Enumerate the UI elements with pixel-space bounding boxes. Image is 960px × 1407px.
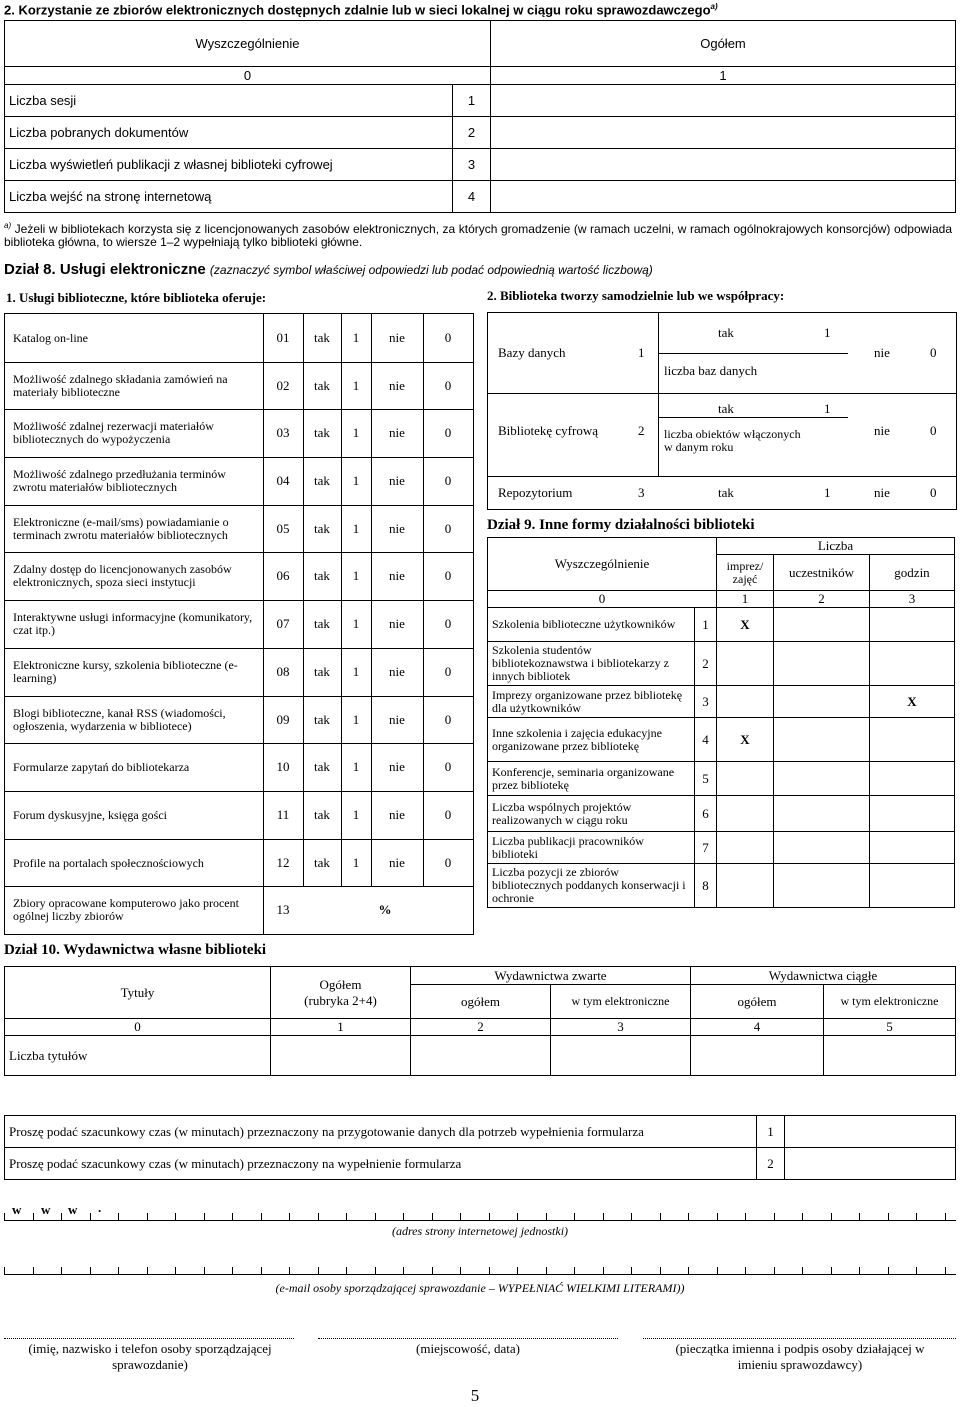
fill-time-question: Proszę podać szacunkowy czas (w minutach) przeznaczony na wypełnienie formularza bbox=[5, 1148, 757, 1180]
value-cell[interactable] bbox=[691, 1036, 824, 1076]
service-no[interactable]: nie bbox=[389, 807, 405, 822]
service-yes[interactable]: tak bbox=[314, 330, 330, 345]
creation-table bbox=[487, 312, 957, 510]
participants-cell[interactable] bbox=[774, 864, 870, 908]
service-yes-code: 1 bbox=[352, 616, 360, 631]
creation-subtitle: 2. Biblioteka tworzy samodzielnie lub we współpracy: bbox=[487, 288, 785, 303]
events-cell[interactable]: X bbox=[717, 608, 774, 642]
databases-yes-code: 1 bbox=[824, 325, 831, 340]
activity-number: 4 bbox=[695, 718, 717, 762]
services-subtitle: 1. Usługi biblioteczne, które biblioteka oferuje: bbox=[6, 290, 267, 305]
header-monographs-electronic: w tym elektroniczne bbox=[551, 985, 691, 1019]
service-yes-code: 1 bbox=[352, 712, 360, 727]
computerized-collections-label: Zbiory opracowane komputerowo jako procent ogólnej liczby zbiorów bbox=[13, 896, 239, 923]
participants-cell[interactable] bbox=[774, 608, 870, 642]
column-index-0: 0 bbox=[5, 67, 491, 85]
hours-cell[interactable] bbox=[870, 796, 955, 832]
column-index-2: 2 bbox=[774, 591, 870, 608]
databases-yes[interactable]: tak bbox=[718, 325, 734, 340]
digital-library-yes-code: 1 bbox=[824, 401, 831, 416]
databases-no[interactable]: nie bbox=[874, 345, 890, 360]
service-yes-code: 1 bbox=[352, 807, 360, 822]
activity-label: Inne szkolenia i zajęcia edukacyjne organizowane przez bibliotekę bbox=[488, 718, 695, 762]
value-cell[interactable] bbox=[551, 1036, 691, 1076]
activities-table bbox=[487, 537, 955, 908]
header-hours: godzin bbox=[870, 555, 955, 591]
service-no[interactable]: nie bbox=[389, 712, 405, 727]
activity-label: Liczba publikacji pracowników biblioteki bbox=[488, 832, 695, 864]
events-cell[interactable] bbox=[717, 762, 774, 796]
row-label: Liczba wyświetleń publikacji z własnej biblioteki cyfrowej bbox=[5, 149, 453, 181]
service-label: Możliwość zdalnego składania zamówień na materiały biblioteczne bbox=[13, 372, 228, 399]
header-total: Ogółem bbox=[491, 21, 956, 67]
column-index-1: 1 bbox=[717, 591, 774, 608]
digital-library-yes[interactable]: tak bbox=[718, 401, 734, 416]
header-count: Liczba bbox=[717, 538, 955, 555]
column-index-2: 2 bbox=[411, 1019, 551, 1036]
service-yes[interactable]: tak bbox=[314, 759, 330, 774]
ebook-usage-table bbox=[4, 20, 956, 213]
service-yes-code: 1 bbox=[352, 378, 360, 393]
service-yes[interactable]: tak bbox=[314, 664, 330, 679]
service-label: Blogi biblioteczne, kanał RSS (wiadomości, ogłoszenia, wydarzenia w bibliotece) bbox=[13, 706, 226, 733]
service-yes[interactable]: tak bbox=[314, 473, 330, 488]
service-yes[interactable]: tak bbox=[314, 568, 330, 583]
service-yes-code: 1 bbox=[352, 855, 360, 870]
databases-no-code: 0 bbox=[930, 345, 937, 360]
dzial-8-title: Dział 8. Usługi elektroniczne (zaznaczyć symbol właściwej odpowiedzi lub podać odpowiednią wartość liczbową) bbox=[4, 261, 653, 278]
service-number: 10 bbox=[276, 759, 290, 774]
time-table bbox=[4, 1115, 956, 1180]
digital-library-no[interactable]: nie bbox=[874, 423, 890, 438]
activity-label: Liczba wspólnych projektów realizowanych w ciągu roku bbox=[488, 796, 695, 832]
service-yes[interactable]: tak bbox=[314, 521, 330, 536]
page-number: 5 bbox=[470, 1386, 480, 1405]
service-number: 08 bbox=[276, 664, 290, 679]
row-label: Liczba sesji bbox=[5, 85, 453, 117]
activity-number: 6 bbox=[695, 796, 717, 832]
fill-time-value[interactable] bbox=[785, 1148, 956, 1180]
email-boxes[interactable] bbox=[4, 1250, 956, 1275]
column-index-3: 3 bbox=[870, 591, 955, 608]
service-label: Możliwość zdalnej rezerwacji materiałów bibliotecznych do wypożyczenia bbox=[13, 419, 214, 446]
events-cell[interactable] bbox=[717, 642, 774, 686]
service-yes[interactable]: tak bbox=[314, 807, 330, 822]
service-number: 12 bbox=[276, 855, 290, 870]
service-no-code: 0 bbox=[444, 521, 452, 536]
service-number: 03 bbox=[276, 425, 290, 440]
hours-cell[interactable] bbox=[870, 762, 955, 796]
events-cell[interactable]: X bbox=[717, 718, 774, 762]
row-number: 4 bbox=[453, 181, 491, 213]
column-index-3: 3 bbox=[551, 1019, 691, 1036]
service-label: Elektroniczne (e-mail/sms) powiadamianie o terminach zwrotu materiałów bibliotecznych bbox=[13, 515, 229, 542]
service-no-code: 0 bbox=[444, 855, 452, 870]
service-no[interactable]: nie bbox=[389, 425, 405, 440]
service-number: 05 bbox=[276, 521, 290, 536]
participants-cell[interactable] bbox=[774, 832, 870, 864]
events-cell[interactable] bbox=[717, 864, 774, 908]
databases-count-label: liczba baz danych bbox=[664, 363, 758, 378]
website-caption: (adres strony internetowej jednostki) bbox=[391, 1224, 569, 1238]
header-titles: Tytuły bbox=[5, 967, 271, 1019]
header-serials: Wydawnictwa ciągłe bbox=[691, 967, 956, 985]
events-cell[interactable] bbox=[717, 832, 774, 864]
activity-number: 1 bbox=[695, 608, 717, 642]
service-no-code: 0 bbox=[444, 568, 452, 583]
databases-number: 1 bbox=[638, 345, 645, 360]
service-no-code: 0 bbox=[444, 330, 452, 345]
hours-cell[interactable] bbox=[870, 832, 955, 864]
publications-table bbox=[4, 966, 956, 1076]
preparer-caption: (imię, nazwisko i telefon osoby sporządzającej sprawozdanie) bbox=[28, 1341, 272, 1372]
activity-label: Konferencje, seminaria organizowane przez bibliotekę bbox=[488, 762, 695, 796]
service-no-code: 0 bbox=[444, 473, 452, 488]
digital-library-count-label: liczba obiektów włączonych w danym roku bbox=[664, 427, 801, 454]
service-number: 06 bbox=[276, 568, 290, 583]
activity-number: 5 bbox=[695, 762, 717, 796]
hours-cell[interactable]: X bbox=[870, 686, 955, 718]
service-label: Zdalny dostęp do licencjonowanych zasobów elektronicznych, spoza sieci instytucji bbox=[13, 562, 232, 589]
header-monographs: Wydawnictwa zwarte bbox=[411, 967, 691, 985]
dzial-10-title: Dział 10. Wydawnictwa własne biblioteki bbox=[4, 942, 267, 958]
row-number: 2 bbox=[453, 117, 491, 149]
www-dot: . bbox=[98, 1200, 102, 1215]
fill-time-number: 2 bbox=[757, 1148, 785, 1180]
value-cell[interactable] bbox=[824, 1036, 956, 1076]
column-index-1: 1 bbox=[271, 1019, 411, 1036]
value-cell[interactable] bbox=[491, 149, 956, 181]
service-yes-code: 1 bbox=[352, 568, 360, 583]
header-total: Ogółem (rubryka 2+4) bbox=[271, 967, 411, 1019]
activity-number: 8 bbox=[695, 864, 717, 908]
service-no-code: 0 bbox=[444, 616, 452, 631]
events-cell[interactable] bbox=[717, 796, 774, 832]
service-yes-code: 1 bbox=[352, 759, 360, 774]
prep-time-value[interactable] bbox=[785, 1116, 956, 1148]
value-cell[interactable] bbox=[491, 117, 956, 149]
activity-number: 7 bbox=[695, 832, 717, 864]
services-table bbox=[4, 313, 474, 935]
dzial-9-title: Dział 9. Inne formy działalności biblioteki bbox=[487, 517, 755, 533]
service-number: 09 bbox=[276, 712, 290, 727]
participants-cell[interactable] bbox=[774, 796, 870, 832]
service-label: Możliwość zdalnego przedłużania terminów zwrotu materiałów bibliotecznych bbox=[13, 467, 226, 494]
participants-cell[interactable] bbox=[774, 718, 870, 762]
column-index-1: 1 bbox=[491, 67, 956, 85]
service-yes[interactable]: tak bbox=[314, 378, 330, 393]
www-char-1: w bbox=[12, 1202, 22, 1217]
service-yes-code: 1 bbox=[352, 473, 360, 488]
participants-cell[interactable] bbox=[774, 762, 870, 796]
service-no[interactable]: nie bbox=[389, 378, 405, 393]
service-yes-code: 1 bbox=[352, 664, 360, 679]
activity-number: 2 bbox=[695, 642, 717, 686]
website-boxes[interactable] bbox=[4, 1196, 956, 1221]
hours-cell[interactable] bbox=[870, 642, 955, 686]
value-cell[interactable] bbox=[491, 181, 956, 213]
service-number: 07 bbox=[276, 616, 290, 631]
service-no[interactable]: nie bbox=[389, 330, 405, 345]
header-participants: uczestników bbox=[774, 555, 870, 591]
service-no[interactable]: nie bbox=[389, 664, 405, 679]
value-cell[interactable] bbox=[491, 85, 956, 117]
prep-time-number: 1 bbox=[757, 1116, 785, 1148]
row-label: Liczba wejść na stronę internetową bbox=[5, 181, 453, 213]
service-label: Profile na portalach społecznościowych bbox=[13, 855, 204, 870]
service-yes[interactable]: tak bbox=[314, 855, 330, 870]
header-specification: Wyszczególnienie bbox=[5, 21, 491, 67]
repository-label: Repozytorium bbox=[498, 485, 573, 500]
section-2-title: 2. Korzystanie ze zbiorów elektronicznych dostępnych zdalnie lub w sieci lokalnej w ciągu roku sprawozdawczego$^{a)}$ bbox=[4, 2, 718, 18]
hours-cell[interactable] bbox=[870, 718, 955, 762]
repository-no[interactable]: nie bbox=[874, 485, 890, 500]
digital-library-label: Bibliotekę cyfrową bbox=[498, 423, 598, 438]
activity-label: Imprezy organizowane przez bibliotekę dla użytkowników bbox=[488, 686, 695, 718]
activity-number: 3 bbox=[695, 686, 717, 718]
service-no-code: 0 bbox=[444, 425, 452, 440]
footnote: $^{a)}$ Jeżeli w bibliotekach korzysta się z licencjonowanych zasobów elektronicznych, za których gromadzenie (w ramach uczelni, w ramach ogólnokrajowych konsorcjów) odpowiada biblioteka główna, to wiersze 1–2 wypełniają tylko biblioteki główne. bbox=[4, 221, 952, 249]
repository-number: 3 bbox=[638, 485, 645, 500]
service-no-code: 0 bbox=[444, 712, 452, 727]
activity-label: Szkolenia studentów bibliotekoznawstwa i bibliotekarzy z innych bibliotek bbox=[488, 642, 695, 686]
column-index-4: 4 bbox=[691, 1019, 824, 1036]
column-index-0: 0 bbox=[5, 1019, 271, 1036]
place-date-caption: (miejscowość, data) bbox=[416, 1341, 520, 1356]
header-monographs-total: ogółem bbox=[411, 985, 551, 1019]
service-yes-code: 1 bbox=[352, 521, 360, 536]
value-cell[interactable] bbox=[271, 1036, 411, 1076]
service-no[interactable]: nie bbox=[389, 568, 405, 583]
www-char-2: w bbox=[41, 1202, 51, 1217]
activity-label: Szkolenia biblioteczne użytkowników bbox=[488, 608, 695, 642]
repository-no-code: 0 bbox=[930, 485, 937, 500]
percent-sign: % bbox=[378, 902, 392, 917]
service-number: 11 bbox=[276, 807, 290, 822]
service-number: 02 bbox=[276, 378, 290, 393]
header-serials-total: ogółem bbox=[691, 985, 824, 1019]
service-no[interactable]: nie bbox=[389, 759, 405, 774]
row-label: Liczba pobranych dokumentów bbox=[5, 117, 453, 149]
stamp-caption: (pieczątka imienna i podpis osoby działającej w imieniu sprawozdawcy) bbox=[675, 1341, 925, 1372]
service-yes[interactable]: tak bbox=[314, 616, 330, 631]
row-number: 1 bbox=[453, 85, 491, 117]
computerized-collections-number: 13 bbox=[276, 902, 290, 917]
digital-library-no-code: 0 bbox=[930, 423, 937, 438]
www-char-3: w bbox=[68, 1202, 78, 1217]
repository-yes-code: 1 bbox=[824, 485, 831, 500]
service-no[interactable]: nie bbox=[389, 616, 405, 631]
hours-cell[interactable] bbox=[870, 608, 955, 642]
service-no-code: 0 bbox=[444, 378, 452, 393]
value-cell[interactable] bbox=[411, 1036, 551, 1076]
service-no-code: 0 bbox=[444, 807, 452, 822]
activity-label: Liczba pozycji ze zbiorów bibliotecznych poddanych konserwacji i ochronie bbox=[488, 864, 695, 908]
hours-cell[interactable] bbox=[870, 864, 955, 908]
digital-library-number: 2 bbox=[638, 423, 645, 438]
service-number: 04 bbox=[276, 473, 290, 488]
service-label: Elektroniczne kursy, szkolenia biblioteczne (e-learning) bbox=[13, 658, 238, 685]
service-no[interactable]: nie bbox=[389, 855, 405, 870]
service-no-code: 0 bbox=[444, 664, 452, 679]
prep-time-question: Proszę podać szacunkowy czas (w minutach) przeznaczony na przygotowanie danych dla potrzeb wypełnienia formularza bbox=[5, 1116, 757, 1148]
service-no[interactable]: nie bbox=[389, 521, 405, 536]
participants-cell[interactable] bbox=[774, 686, 870, 718]
email-caption: (e-mail osoby sporządzającej sprawozdanie – WYPEŁNIAĆ WIELKIMI LITERAMI)) bbox=[275, 1281, 685, 1295]
service-yes[interactable]: tak bbox=[314, 425, 330, 440]
service-label: Katalog on-line bbox=[13, 330, 88, 345]
service-number: 01 bbox=[276, 330, 290, 345]
column-index-5: 5 bbox=[824, 1019, 956, 1036]
titles-count-label: Liczba tytułów bbox=[5, 1036, 271, 1076]
service-label: Formularze zapytań do bibliotekarza bbox=[13, 759, 190, 774]
header-serials-electronic: w tym elektroniczne bbox=[824, 985, 956, 1019]
service-yes-code: 1 bbox=[352, 330, 360, 345]
repository-yes[interactable]: tak bbox=[718, 485, 734, 500]
service-no[interactable]: nie bbox=[389, 473, 405, 488]
header-specification: Wyszczególnienie bbox=[488, 538, 717, 591]
service-no-code: 0 bbox=[444, 759, 452, 774]
databases-label: Bazy danych bbox=[498, 345, 566, 360]
header-events: imprez/ zajęć bbox=[717, 555, 774, 591]
service-label: Interaktywne usługi informacyjne (komunikatory, czat itp.) bbox=[13, 610, 253, 637]
row-number: 3 bbox=[453, 149, 491, 181]
participants-cell[interactable] bbox=[774, 642, 870, 686]
events-cell[interactable] bbox=[717, 686, 774, 718]
service-yes[interactable]: tak bbox=[314, 712, 330, 727]
service-label: Forum dyskusyjne, księga gości bbox=[13, 807, 167, 822]
column-index-0: 0 bbox=[488, 591, 717, 608]
service-yes-code: 1 bbox=[352, 425, 360, 440]
